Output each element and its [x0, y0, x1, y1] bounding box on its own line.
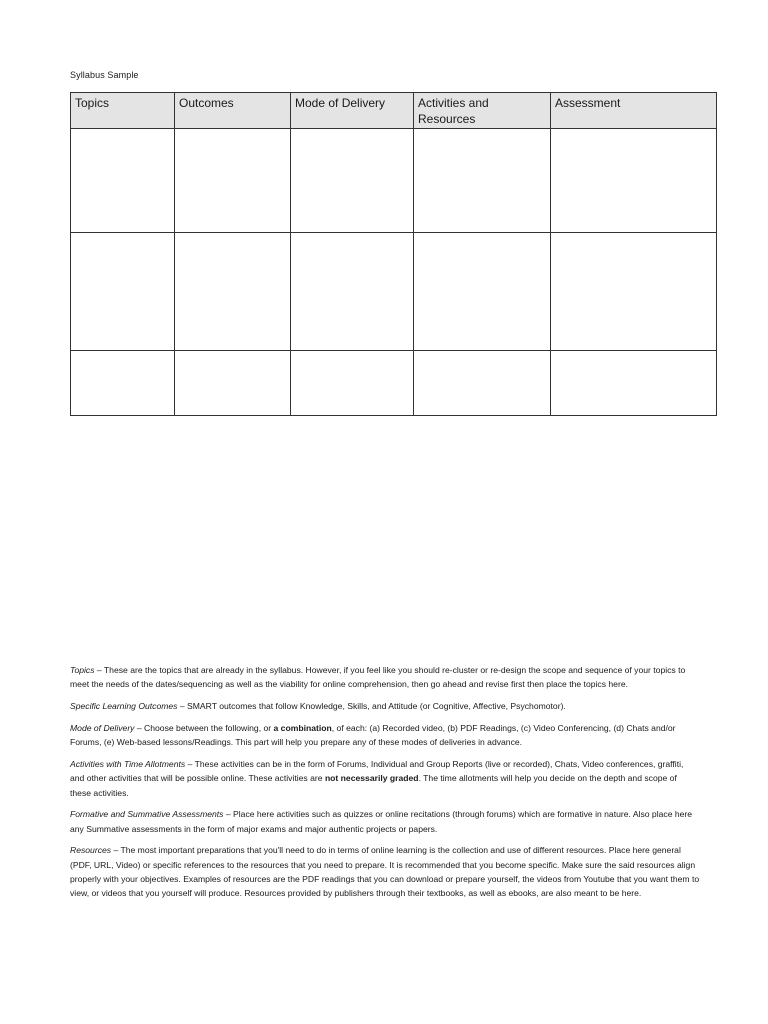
header-assessment: Assessment — [551, 93, 717, 129]
table-row — [71, 351, 717, 416]
note-text: – These activities can be in the form of Forums, Individual and Group Reports (live or recorded), Chats, Video conferences, graffiti, and other activities that will be possible online. These activities are — [70, 758, 684, 784]
note-term: Activities with Time Allotments — [70, 758, 186, 769]
note-text: , of each: (a) Recorded video, (b) PDF Readings, (c) Video Conferencing, (d) Chats and/or Forums, (e) Web-based lessons/Readings. This part will help you prepare any of these modes of deliveries in advance. — [70, 722, 676, 748]
note-activities — [70, 757, 700, 800]
table-cell[interactable] — [291, 233, 414, 351]
syllabus-table — [70, 92, 717, 416]
note-topics — [70, 663, 700, 692]
note-text: – Choose between the following, or — [134, 722, 274, 733]
note-assessments — [70, 807, 700, 836]
table-cell[interactable] — [71, 233, 175, 351]
note-term: Formative and Summative Assessments — [70, 809, 224, 820]
table-cell[interactable] — [551, 233, 717, 351]
table-row — [71, 129, 717, 233]
note-text: . The time allotments will help you decide on the depth and scope of these activities. — [70, 773, 677, 798]
table-header-row — [71, 93, 717, 129]
note-outcomes — [70, 699, 700, 713]
table-row — [71, 233, 717, 351]
note-resources — [70, 843, 700, 900]
note-term: Mode of Delivery — [70, 722, 135, 733]
table-cell[interactable] — [551, 129, 717, 233]
document-title: Syllabus Sample — [70, 70, 139, 80]
table-cell[interactable] — [175, 351, 291, 416]
table-cell[interactable] — [414, 351, 551, 416]
table-cell[interactable] — [551, 351, 717, 416]
note-term: Resources — [70, 845, 112, 856]
note-text: – These are the topics that are already in the syllabus. However, if you feel like you should re-cluster or re-design the scope and sequence of your topics to meet the needs of the dates/sequencing as well as the viability for online comprehension, then go ahead and revise first then place the topics here. — [70, 665, 686, 690]
note-text: – The most important preparations that you'll need to do in terms of online learning is the collection and use of different resources. Place here general (PDF, URL, Video) or specific references to the resources that you need to prepare. It is recommended that you become specific. Make sure the said resources align properly with your objectives. Examples of resources are the PDF readings that you can download or prepare yourself, the videos from Youtube that you want them to view, or videos that you yourself will produce. Resources provided by publishers through their textbooks, as well as ebooks, are also meant to be here. — [70, 845, 700, 899]
table-cell[interactable] — [291, 129, 414, 233]
note-term: Topics — [70, 665, 95, 675]
table-cell[interactable] — [71, 351, 175, 416]
note-mode-of-delivery — [70, 721, 700, 750]
header-mode-of-delivery: Mode of Delivery — [291, 93, 414, 129]
header-outcomes: Outcomes — [175, 93, 291, 129]
table-cell[interactable] — [175, 233, 291, 351]
table-cell[interactable] — [414, 233, 551, 351]
note-term: Specific Learning Outcomes — [70, 701, 178, 712]
header-topics: Topics — [71, 93, 175, 129]
header-activities-and-resources: Activities and Resources — [414, 93, 551, 129]
table-cell[interactable] — [291, 351, 414, 416]
guide-notes — [70, 663, 700, 908]
note-emphasis: not necessarily graded — [324, 773, 419, 784]
table-cell[interactable] — [71, 129, 175, 233]
note-emphasis: a combination — [273, 722, 332, 733]
table-cell[interactable] — [175, 129, 291, 233]
note-text: – SMART outcomes that follow Knowledge, Skills, and Attitude (or Cognitive, Affective, Psychomotor). — [177, 701, 566, 712]
note-text: – Place here activities such as quizzes or online recitations (through forums) which are formative in nature. Also place here any Summative assessments in the form of major exams and major authentic projects or papers. — [70, 809, 693, 834]
table-cell[interactable] — [414, 129, 551, 233]
